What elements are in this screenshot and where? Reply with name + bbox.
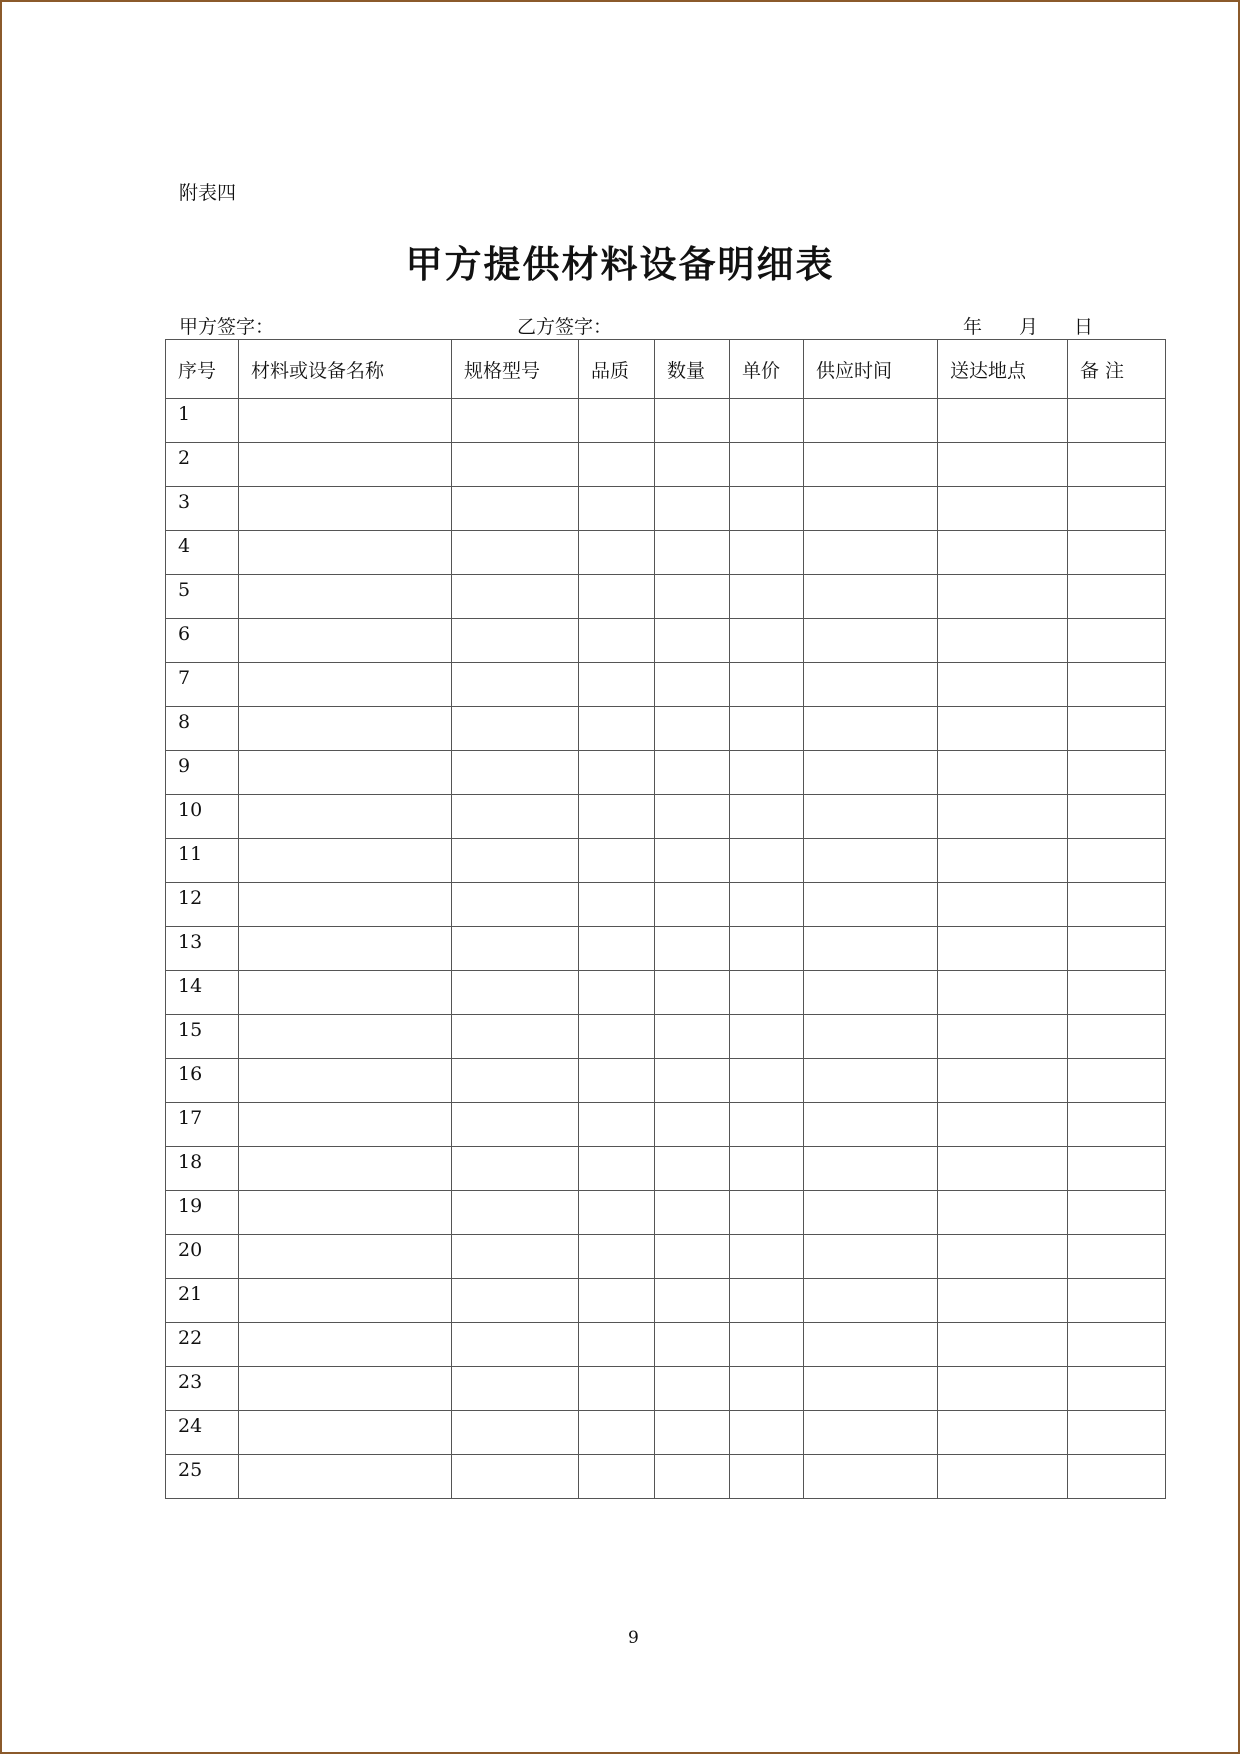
table-cell[interactable] — [655, 1015, 730, 1059]
column-header: 规格型号 — [452, 340, 579, 399]
table-cell[interactable] — [452, 751, 579, 795]
table-cell[interactable] — [1068, 1455, 1166, 1499]
table-cell[interactable] — [239, 839, 452, 883]
table-cell[interactable] — [655, 1411, 730, 1455]
table-cell[interactable] — [804, 443, 938, 487]
row-number: 12 — [166, 883, 239, 927]
table-cell[interactable] — [239, 1455, 452, 1499]
table-cell[interactable] — [655, 839, 730, 883]
table-cell[interactable] — [655, 619, 730, 663]
table-cell[interactable] — [579, 707, 655, 751]
appendix-label: 附表四 — [179, 182, 237, 204]
table-cell[interactable] — [239, 399, 452, 443]
table-cell[interactable] — [730, 1367, 804, 1411]
table-cell[interactable] — [655, 927, 730, 971]
table-cell[interactable] — [239, 971, 452, 1015]
table-cell[interactable] — [452, 1059, 579, 1103]
table-cell[interactable] — [579, 531, 655, 575]
table-cell[interactable] — [730, 1411, 804, 1455]
column-header: 单价 — [730, 340, 804, 399]
table-cell[interactable] — [239, 707, 452, 751]
table-row — [166, 1147, 1166, 1191]
table-cell[interactable] — [1068, 1015, 1166, 1059]
document-title: 甲方提供材料设备明细表 — [405, 242, 835, 286]
table-cell[interactable] — [452, 1323, 579, 1367]
table-row — [166, 1279, 1166, 1323]
row-number: 9 — [166, 751, 239, 795]
row-number: 4 — [166, 531, 239, 575]
table-cell[interactable] — [938, 1323, 1068, 1367]
table-cell[interactable] — [452, 971, 579, 1015]
table-cell[interactable] — [938, 1103, 1068, 1147]
table-cell[interactable] — [239, 1279, 452, 1323]
table-cell[interactable] — [655, 971, 730, 1015]
row-number: 6 — [166, 619, 239, 663]
table-cell[interactable] — [730, 751, 804, 795]
table-cell[interactable] — [1068, 1147, 1166, 1191]
table-cell[interactable] — [1068, 927, 1166, 971]
column-header: 材料或设备名称 — [239, 340, 452, 399]
column-header: 序号 — [166, 340, 239, 399]
table-cell[interactable] — [239, 1235, 452, 1279]
table-cell[interactable] — [804, 1015, 938, 1059]
table-cell[interactable] — [1068, 1323, 1166, 1367]
table-cell[interactable] — [239, 1015, 452, 1059]
table-cell[interactable] — [938, 1455, 1068, 1499]
table-cell[interactable] — [730, 1059, 804, 1103]
column-header: 供应时间 — [804, 340, 938, 399]
table-cell[interactable] — [655, 883, 730, 927]
table-cell[interactable] — [452, 1411, 579, 1455]
table-cell[interactable] — [938, 399, 1068, 443]
table-cell[interactable] — [730, 443, 804, 487]
table-cell[interactable] — [1068, 1367, 1166, 1411]
table-cell[interactable] — [938, 575, 1068, 619]
table-cell[interactable] — [938, 1015, 1068, 1059]
table-cell[interactable] — [655, 443, 730, 487]
table-cell[interactable] — [804, 1367, 938, 1411]
column-header: 备 注 — [1068, 340, 1166, 399]
table-cell[interactable] — [452, 839, 579, 883]
table-row — [166, 795, 1166, 839]
table-cell[interactable] — [938, 707, 1068, 751]
table-cell[interactable] — [452, 1235, 579, 1279]
table-row — [166, 1323, 1166, 1367]
table-cell[interactable] — [579, 443, 655, 487]
row-number: 23 — [166, 1367, 239, 1411]
table-cell[interactable] — [938, 971, 1068, 1015]
table-cell[interactable] — [452, 927, 579, 971]
table-cell[interactable] — [938, 1279, 1068, 1323]
table-cell[interactable] — [239, 1059, 452, 1103]
table-row — [166, 707, 1166, 751]
row-number: 7 — [166, 663, 239, 707]
table-cell[interactable] — [655, 1059, 730, 1103]
table-cell[interactable] — [579, 1455, 655, 1499]
party-a-signature: 甲方签字： — [179, 316, 275, 338]
row-number: 25 — [166, 1455, 239, 1499]
table-row — [166, 1059, 1166, 1103]
table-cell[interactable] — [655, 1455, 730, 1499]
table-cell[interactable] — [579, 1279, 655, 1323]
table-cell[interactable] — [655, 487, 730, 531]
row-number: 10 — [166, 795, 239, 839]
table-row — [166, 883, 1166, 927]
table-cell[interactable] — [730, 1191, 804, 1235]
table-cell[interactable] — [938, 839, 1068, 883]
table-cell[interactable] — [1068, 575, 1166, 619]
table-cell[interactable] — [1068, 707, 1166, 751]
row-number: 14 — [166, 971, 239, 1015]
table-cell[interactable] — [730, 1103, 804, 1147]
table-cell[interactable] — [804, 575, 938, 619]
table-cell[interactable] — [1068, 1235, 1166, 1279]
table-cell[interactable] — [938, 1059, 1068, 1103]
table-cell[interactable] — [655, 1323, 730, 1367]
table-cell[interactable] — [452, 1015, 579, 1059]
table-cell[interactable] — [239, 883, 452, 927]
table-row — [166, 1235, 1166, 1279]
table-cell[interactable] — [730, 927, 804, 971]
table-cell[interactable] — [730, 795, 804, 839]
table-cell[interactable] — [1068, 751, 1166, 795]
table-cell[interactable] — [1068, 487, 1166, 531]
table-cell[interactable] — [579, 1411, 655, 1455]
table-cell[interactable] — [579, 1191, 655, 1235]
column-header: 数量 — [655, 340, 730, 399]
table-cell[interactable] — [239, 751, 452, 795]
table-cell[interactable] — [655, 1235, 730, 1279]
table-cell[interactable] — [804, 751, 938, 795]
table-cell[interactable] — [1068, 1279, 1166, 1323]
table-cell[interactable] — [239, 575, 452, 619]
table-cell[interactable] — [804, 1323, 938, 1367]
table-cell[interactable] — [1068, 883, 1166, 927]
table-cell[interactable] — [239, 1323, 452, 1367]
table-cell[interactable] — [1068, 619, 1166, 663]
row-number: 20 — [166, 1235, 239, 1279]
table-cell[interactable] — [579, 399, 655, 443]
table-cell[interactable] — [730, 839, 804, 883]
table-cell[interactable] — [804, 487, 938, 531]
table-cell[interactable] — [938, 619, 1068, 663]
table-cell[interactable] — [579, 663, 655, 707]
row-number: 19 — [166, 1191, 239, 1235]
table-cell[interactable] — [730, 619, 804, 663]
table-cell[interactable] — [452, 531, 579, 575]
table-cell[interactable] — [655, 707, 730, 751]
table-cell[interactable] — [579, 1235, 655, 1279]
table-row — [166, 1455, 1166, 1499]
table-cell[interactable] — [239, 619, 452, 663]
table-cell[interactable] — [804, 1279, 938, 1323]
row-number: 16 — [166, 1059, 239, 1103]
table-cell[interactable] — [1068, 663, 1166, 707]
table-cell[interactable] — [730, 1147, 804, 1191]
row-number: 15 — [166, 1015, 239, 1059]
table-cell[interactable] — [804, 927, 938, 971]
table-cell[interactable] — [655, 1191, 730, 1235]
table-cell[interactable] — [1068, 399, 1166, 443]
table-row — [166, 1015, 1166, 1059]
table-cell[interactable] — [730, 1323, 804, 1367]
page-number: 9 — [628, 1628, 639, 1648]
party-b-signature: 乙方签字： — [517, 316, 613, 338]
column-header: 送达地点 — [938, 340, 1068, 399]
table-cell[interactable] — [730, 531, 804, 575]
table-cell[interactable] — [452, 1147, 579, 1191]
table-cell[interactable] — [655, 399, 730, 443]
table-cell[interactable] — [938, 663, 1068, 707]
table-cell[interactable] — [579, 971, 655, 1015]
table-cell[interactable] — [579, 839, 655, 883]
table-cell[interactable] — [579, 1103, 655, 1147]
table-row — [166, 663, 1166, 707]
table-row — [166, 575, 1166, 619]
table-cell[interactable] — [239, 487, 452, 531]
table-row — [166, 399, 1166, 443]
table-cell[interactable] — [579, 619, 655, 663]
table-cell[interactable] — [655, 1279, 730, 1323]
table-cell[interactable] — [239, 531, 452, 575]
table-cell[interactable] — [655, 531, 730, 575]
table-cell[interactable] — [804, 1455, 938, 1499]
table-row — [166, 1367, 1166, 1411]
table-cell[interactable] — [452, 575, 579, 619]
table-cell[interactable] — [730, 1279, 804, 1323]
table-cell[interactable] — [452, 443, 579, 487]
row-number: 1 — [166, 399, 239, 443]
table-cell[interactable] — [452, 883, 579, 927]
row-number: 17 — [166, 1103, 239, 1147]
table-cell[interactable] — [804, 883, 938, 927]
table-row — [166, 531, 1166, 575]
table-cell[interactable] — [239, 443, 452, 487]
table-cell[interactable] — [730, 883, 804, 927]
row-number: 3 — [166, 487, 239, 531]
table-cell[interactable] — [452, 1103, 579, 1147]
table-cell[interactable] — [655, 751, 730, 795]
table-row — [166, 443, 1166, 487]
table-cell[interactable] — [804, 1411, 938, 1455]
table-cell[interactable] — [1068, 1191, 1166, 1235]
table-cell[interactable] — [1068, 1059, 1166, 1103]
row-number: 24 — [166, 1411, 239, 1455]
table-cell[interactable] — [655, 575, 730, 619]
table-cell[interactable] — [452, 1367, 579, 1411]
table-cell[interactable] — [730, 487, 804, 531]
table-cell[interactable] — [938, 751, 1068, 795]
table-cell[interactable] — [1068, 1103, 1166, 1147]
table-cell[interactable] — [938, 1191, 1068, 1235]
table-cell[interactable] — [938, 1367, 1068, 1411]
table-cell[interactable] — [730, 1015, 804, 1059]
row-number: 5 — [166, 575, 239, 619]
table-cell[interactable] — [579, 1015, 655, 1059]
table-row — [166, 1191, 1166, 1235]
table-cell[interactable] — [579, 575, 655, 619]
date-month: 月 — [1019, 316, 1039, 338]
table-row — [166, 619, 1166, 663]
table-cell[interactable] — [579, 1367, 655, 1411]
table-cell[interactable] — [938, 443, 1068, 487]
table-row — [166, 927, 1166, 971]
table-cell[interactable] — [655, 795, 730, 839]
table-cell[interactable] — [730, 575, 804, 619]
table-cell[interactable] — [1068, 795, 1166, 839]
table-cell[interactable] — [239, 927, 452, 971]
table-cell[interactable] — [938, 1147, 1068, 1191]
table-cell[interactable] — [579, 487, 655, 531]
table-cell[interactable] — [804, 1103, 938, 1147]
table-row — [166, 1103, 1166, 1147]
date-year: 年 — [963, 316, 983, 338]
table-cell[interactable] — [1068, 839, 1166, 883]
table-cell[interactable] — [804, 619, 938, 663]
table-cell[interactable] — [938, 531, 1068, 575]
table-cell[interactable] — [804, 663, 938, 707]
table-cell[interactable] — [938, 487, 1068, 531]
table-cell[interactable] — [655, 1367, 730, 1411]
materials-table — [165, 339, 1166, 1499]
table-cell[interactable] — [938, 883, 1068, 927]
table-cell[interactable] — [579, 927, 655, 971]
table-cell[interactable] — [239, 663, 452, 707]
table-row — [166, 971, 1166, 1015]
table-cell[interactable] — [655, 1147, 730, 1191]
table-cell[interactable] — [239, 1147, 452, 1191]
table-cell[interactable] — [1068, 971, 1166, 1015]
table-cell[interactable] — [804, 1059, 938, 1103]
table-cell[interactable] — [804, 1191, 938, 1235]
table-row — [166, 1411, 1166, 1455]
row-number: 8 — [166, 707, 239, 751]
table-cell[interactable] — [730, 399, 804, 443]
table-cell[interactable] — [804, 839, 938, 883]
table-cell[interactable] — [804, 531, 938, 575]
table-cell[interactable] — [1068, 531, 1166, 575]
table-cell[interactable] — [239, 1103, 452, 1147]
row-number: 11 — [166, 839, 239, 883]
table-cell[interactable] — [1068, 443, 1166, 487]
table-cell[interactable] — [804, 971, 938, 1015]
table-cell[interactable] — [804, 707, 938, 751]
row-number: 21 — [166, 1279, 239, 1323]
table-cell[interactable] — [938, 927, 1068, 971]
table-row — [166, 751, 1166, 795]
table-cell[interactable] — [730, 1455, 804, 1499]
table-row — [166, 839, 1166, 883]
table-cell[interactable] — [804, 1235, 938, 1279]
table-cell[interactable] — [452, 1279, 579, 1323]
table-cell[interactable] — [1068, 1411, 1166, 1455]
table-cell[interactable] — [452, 1455, 579, 1499]
table-cell[interactable] — [655, 1103, 730, 1147]
table-cell[interactable] — [804, 1147, 938, 1191]
table-cell[interactable] — [938, 1411, 1068, 1455]
table-cell[interactable] — [579, 1059, 655, 1103]
table-cell[interactable] — [730, 707, 804, 751]
table-row — [166, 487, 1166, 531]
table-cell[interactable] — [655, 663, 730, 707]
table-cell[interactable] — [579, 883, 655, 927]
table-cell[interactable] — [579, 1147, 655, 1191]
table-cell[interactable] — [730, 663, 804, 707]
row-number: 22 — [166, 1323, 239, 1367]
table-cell[interactable] — [730, 971, 804, 1015]
table-cell[interactable] — [452, 663, 579, 707]
table-cell[interactable] — [730, 1235, 804, 1279]
table-cell[interactable] — [579, 751, 655, 795]
row-number: 2 — [166, 443, 239, 487]
column-header: 品质 — [579, 340, 655, 399]
table-cell[interactable] — [579, 1323, 655, 1367]
row-number: 18 — [166, 1147, 239, 1191]
table-cell[interactable] — [938, 1235, 1068, 1279]
table-cell[interactable] — [239, 1191, 452, 1235]
table-cell[interactable] — [452, 707, 579, 751]
table-cell[interactable] — [579, 795, 655, 839]
row-number: 13 — [166, 927, 239, 971]
table-cell[interactable] — [452, 619, 579, 663]
table-cell[interactable] — [239, 1411, 452, 1455]
table-cell[interactable] — [804, 399, 938, 443]
table-cell[interactable] — [452, 795, 579, 839]
date-day: 日 — [1074, 316, 1094, 338]
table-cell[interactable] — [239, 795, 452, 839]
table-cell[interactable] — [938, 795, 1068, 839]
table-cell[interactable] — [452, 1191, 579, 1235]
table-cell[interactable] — [804, 795, 938, 839]
table-cell[interactable] — [452, 399, 579, 443]
table-cell[interactable] — [452, 487, 579, 531]
table-cell[interactable] — [239, 1367, 452, 1411]
